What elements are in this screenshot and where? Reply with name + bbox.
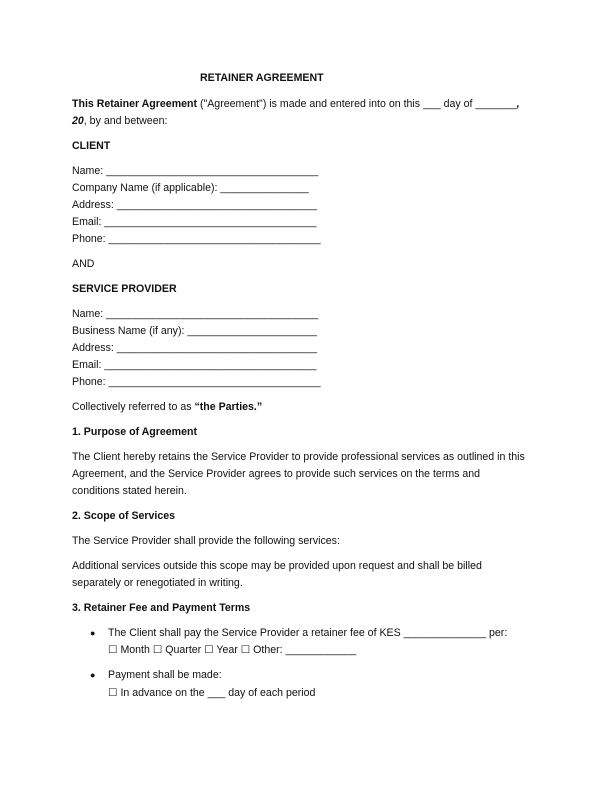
provider-business-field[interactable]: Business Name (if any): ______________________ xyxy=(72,325,318,337)
intro-comma: , xyxy=(516,98,520,110)
bullet-dot: ● xyxy=(90,670,96,680)
provider-email-field[interactable]: Email: ____________________________________ xyxy=(72,359,317,371)
client-heading: CLIENT xyxy=(72,140,111,152)
section-1-line-1: The Client hereby retains the Service Provider to provide professional services as outlined in this xyxy=(72,451,525,463)
bullet-1-line-2[interactable]: ☐ Month ☐ Quarter ☐ Year ☐ Other: ____________ xyxy=(108,644,357,656)
client-name-field[interactable]: Name: ____________________________________ xyxy=(72,165,319,177)
section-2-line-3: separately or renegotiated in writing. xyxy=(72,577,243,589)
section-2-line-1: The Service Provider shall provide the following services: xyxy=(72,535,340,547)
intro-text-1: ("Agreement") is made and entered into on this ___ day of _______ xyxy=(197,98,517,110)
bullet-dot: ● xyxy=(90,628,96,638)
section-2-line-2: Additional services outside this scope may be provided upon request and shall be billed xyxy=(72,560,482,572)
client-address-field[interactable]: Address: __________________________________ xyxy=(72,199,318,211)
bullet-2-line-2[interactable]: ☐ In advance on the ___ day of each period xyxy=(108,687,316,699)
document-title: RETAINER AGREEMENT xyxy=(200,72,324,84)
provider-heading: SERVICE PROVIDER xyxy=(72,283,177,295)
intro-line-2 xyxy=(72,114,167,128)
section-2-heading: 2. Scope of Services xyxy=(72,510,176,522)
the-parties: “the Parties.” xyxy=(194,401,263,413)
client-phone-field[interactable]: Phone: ____________________________________ xyxy=(72,233,321,245)
collectively-line xyxy=(72,400,262,414)
provider-name-field[interactable]: Name: ____________________________________ xyxy=(72,308,319,320)
bullet-1-line-1: The Client shall pay the Service Provider a retainer fee of KES ______________ per: xyxy=(108,627,508,639)
section-1-line-3: conditions stated herein. xyxy=(72,485,187,497)
and-label: AND xyxy=(72,258,95,270)
client-email-field[interactable]: Email: ____________________________________ xyxy=(72,216,317,228)
section-1-line-2: Agreement, and the Service Provider agrees to provide such services on the terms and xyxy=(72,468,481,480)
intro-bold-lead: This Retainer Agreement xyxy=(72,98,197,110)
collectively-text: Collectively referred to as xyxy=(72,401,195,413)
section-1-heading: 1. Purpose of Agreement xyxy=(72,426,197,438)
provider-address-field[interactable]: Address: __________________________________ xyxy=(72,342,318,354)
intro-line-1 xyxy=(72,97,520,111)
intro-text-2: , by and between: xyxy=(83,115,168,127)
client-company-field[interactable]: Company Name (if applicable): _______________ xyxy=(72,182,309,194)
bullet-2-line-1: Payment shall be made: xyxy=(108,669,222,681)
intro-year: 20 xyxy=(72,115,84,127)
provider-phone-field[interactable]: Phone: ____________________________________ xyxy=(72,376,321,388)
section-3-heading: 3. Retainer Fee and Payment Terms xyxy=(72,602,251,614)
